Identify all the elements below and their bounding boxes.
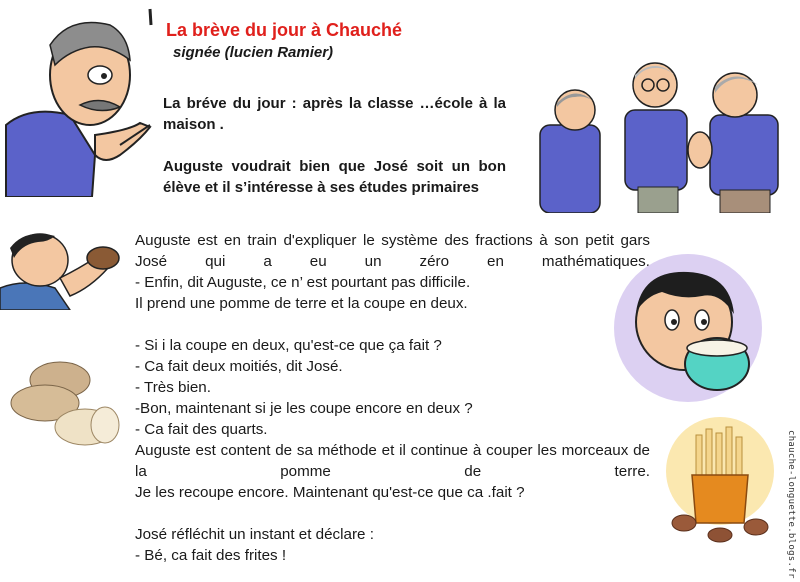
boy-with-bowl-illustration xyxy=(612,252,764,404)
story-gap xyxy=(135,314,650,335)
story-line: -Bon, maintenant si je les coupe encore en deux ? xyxy=(135,400,473,417)
story-line: - Bé, ca fait des frites ! xyxy=(135,547,287,564)
story-line: Auguste est en train d'expliquer le système des fractions à son petit gars José qui a eu un zéro en mathématiques. xyxy=(135,232,650,270)
story-line: - Si i la coupe en deux, qu'est-ce que ça fait ? xyxy=(135,337,442,354)
blog-watermark: chauche-longuette.blogs.fr xyxy=(786,430,796,579)
three-old-men-illustration xyxy=(530,55,792,213)
old-man-pointing-illustration xyxy=(0,5,160,197)
story-line: - Très bien. xyxy=(135,379,211,396)
story-line: Il prend une pomme de terre et la coupe en deux. xyxy=(135,295,468,312)
intro-paragraph-2: Auguste voudrait bien que José soit un bon élève et il s’intéresse à ses études primaires xyxy=(163,158,506,196)
story-line: Je les recoupe encore. Maintenant qu'est-ce que ca .fait ? xyxy=(135,484,525,501)
story-line: - Enfin, dit Auguste, ce n’ est pourtant pas difficile. xyxy=(135,274,471,291)
page-subtitle: signée (lucien Ramier) xyxy=(173,44,334,61)
intro-paragraph-1: La bréve du jour : après la classe …école à la maison . xyxy=(163,95,506,133)
fries-cone-illustration xyxy=(664,415,776,547)
man-holding-potato-illustration xyxy=(0,218,130,310)
story-line: - Ca fait deux moitiés, dit José. xyxy=(135,358,343,375)
story-gap xyxy=(135,503,650,524)
potatoes-illustration xyxy=(5,355,130,450)
page-title: La brève du jour à Chauché xyxy=(166,20,403,40)
story-line: - Ca fait des quarts. xyxy=(135,421,268,438)
story-text xyxy=(135,230,650,566)
story-line: Auguste est content de sa méthode et il continue à couper les morceaux de la pomme de terre. xyxy=(135,442,650,480)
story-line: José réfléchit un instant et déclare : xyxy=(135,526,374,543)
